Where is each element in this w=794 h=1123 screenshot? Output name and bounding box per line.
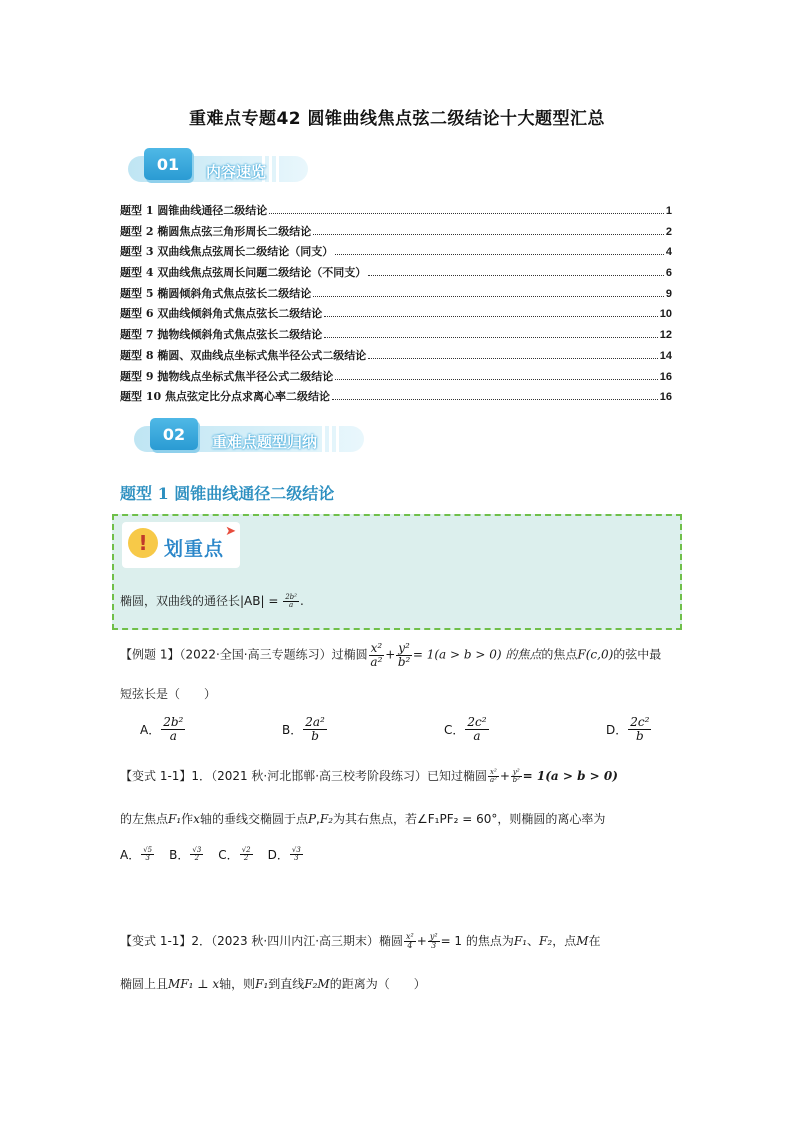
fraction-y2-b2: $\frac{\text{y²}}{\text{b²}}$ [512,767,520,784]
fraction-numerator: 2b² [163,715,184,729]
text: 在 [588,934,601,948]
fraction-denominator: a [473,728,481,743]
focus-point: F(c,0) [577,647,614,662]
toc-item-page: 10 [659,308,672,321]
section-number: 02 [150,418,198,450]
option-fraction [141,847,154,863]
lightbulb-icon: ! [128,528,158,558]
example-source: （2022·全国·高三专题练习）过椭圆 [179,647,368,662]
text: = 1 的焦点为 [440,934,514,948]
option-fraction [465,716,488,742]
condition: = 1(a > b > 0) 的焦点 [412,647,542,662]
variant-source: （2021 秋·河北邯郸·高三校考阶段练习）已知过椭圆 [211,769,488,783]
focus-f2: F₂ [539,934,553,948]
section-label: 重难点题型归纳 [212,433,318,451]
text: 作 [181,812,194,826]
toc-item-page: 6 [665,267,672,280]
toc-item-title: 题型 3 双曲线焦点弦周长二级结论（同支） [120,245,334,259]
option-d[interactable] [268,846,304,863]
option-label: D． [606,722,628,737]
option-a[interactable] [140,716,210,742]
fraction-numerator: 2c² [467,715,487,729]
toc-leader-dots [335,254,664,255]
fraction-numerator: √3 [291,845,301,854]
fraction-numerator: 2c² [630,715,650,729]
focus-f1: F₁ [513,934,528,948]
option-label: D． [267,848,289,862]
type-heading: 题型 1 圆锥曲线通径二级结论 [120,484,335,503]
toc-item-title: 题型 4 双曲线焦点弦周长问题二级结论（不同支） [120,266,367,280]
option-c[interactable] [218,846,253,863]
keypoint-statement: 椭圆，双曲线的通径长|AB| = [120,594,283,608]
option-label: B． [169,848,190,862]
toc-leader-dots [269,213,664,214]
toc-item-title: 题型 5 椭圆倾斜角式焦点弦长二级结论 [120,286,312,300]
toc-item-page: 16 [659,391,672,404]
text: 的左焦点 [120,812,169,826]
fraction-denominator: b [635,728,644,743]
toc-item[interactable] [120,264,672,285]
option-label: B． [282,722,303,737]
toc-item-title: 题型 2 椭圆焦点弦三角形周长二级结论 [120,224,312,238]
text: 轴，则 [219,977,256,991]
toc-item-page: 14 [659,349,672,362]
variant-source: （2023 秋·四川内江·高三期末）椭圆 [211,934,404,948]
variant-1-line-1: 【变式 1-1】1．（2021 秋·河北邯郸·高三校考阶段练习）已知过椭圆 $\frac{\text{x²}}{\text{a²}}$ + $\frac{\text{y²}}{\text{b²}}$ = 1(a > b > 0) [120,767,618,784]
fraction-numerator: √5 [143,845,153,854]
toc-item-title: 题型 10 焦点弦定比分点求离心率二级结论 [120,390,330,404]
table-of-contents [120,202,672,409]
option-fraction [240,847,253,863]
option-b[interactable] [282,716,372,742]
toc-leader-dots [313,234,664,235]
toc-leader-dots [313,296,664,297]
x-axis-var: x [193,812,200,826]
toc-item-title: 题型 1 圆锥曲线通径二级结论 [120,204,268,217]
fraction-y2-b2: $\frac{\text{y²}}{\text{b²}}$ [397,641,411,669]
option-label: C． [444,722,465,737]
option-label: C． [218,848,239,862]
keypoint-logo [122,522,240,568]
toc-leader-dots [324,337,657,338]
fraction-denominator: a [169,728,177,743]
toc-item[interactable] [120,285,672,306]
toc-leader-dots [335,379,657,380]
fraction-denominator: b [311,728,319,743]
toc-item[interactable] [120,243,672,264]
variant-tag: 【变式 1-1】2． [120,934,212,948]
toc-item[interactable] [120,368,672,389]
section-banner-types [134,418,364,456]
toc-item-title: 题型 6 双曲线倾斜角式焦点弦长二级结论 [120,307,323,321]
fraction-numerator: 2a² [305,715,325,729]
section-number: 01 [144,148,192,180]
paper-plane-icon: ➤ [225,524,236,539]
text: 轴的垂线交椭圆于点 [199,812,308,826]
toc-item[interactable] [120,388,672,409]
keypoint-text [120,592,304,609]
fraction-numerator: √2 [241,845,251,854]
condition: MF₁ ⊥ x [168,977,220,991]
option-label: A． [140,722,161,737]
toc-item[interactable] [120,202,672,223]
variant-1-options [120,846,420,863]
variant-1-line-2 [120,810,605,827]
text: 到直线 [268,977,305,991]
text: 为其右焦点，若∠F₁PF₂ = 60°，则椭圆的离心率为 [333,812,606,826]
toc-item-page: 4 [665,246,672,259]
option-fraction [190,847,203,863]
section-banner-overview [128,148,308,186]
toc-item-page: 12 [659,329,672,342]
section-label: 内容速览 [206,163,267,181]
variant-2-line-2 [120,975,426,992]
page-title: 重难点专题42 圆锥曲线焦点弦二级结论十大题型汇总 [188,109,606,129]
focus-f2: F₂ [319,812,334,826]
point-m: M [576,934,589,948]
fraction-denominator: 3 [145,854,150,862]
option-fraction [303,716,327,742]
fraction-denominator: 2 [194,854,200,862]
fraction-denominator: 3 [294,854,299,862]
example-tail: 的弦中最 [613,647,662,662]
condition: = 1(a > b > 0) [522,769,618,783]
text: 椭圆上且 [120,977,169,991]
point-p: P [307,812,317,826]
keypoint-logo-text: 划重点 [164,538,225,560]
separator: 、 [527,934,540,948]
fraction-x2-4: $\frac{\text{x²}}{4}$ [406,931,414,950]
toc-item[interactable] [120,223,672,244]
example-1-line-2: 短弦长是（ ） [120,687,217,701]
fraction [283,594,299,610]
line-f2m: F₂M [304,977,330,991]
toc-item[interactable] [120,347,672,368]
toc-item-title: 题型 9 抛物线点坐标式焦半径公式二级结论 [120,369,334,383]
fraction-x2-a2: $\frac{\text{x²}}{\text{a²}}$ [370,641,383,669]
option-fraction [290,847,303,863]
toc-leader-dots [368,358,657,359]
example-1-line-1: 【例题 1】（2022·全国·高三专题练习）过椭圆 $\frac{\text{x²}}{\text{a²}}$ + $\frac{\text{y²}}{\text{b²}}$ = 1(a > b > 0) 的焦点的焦点F(c,0)的弦中最 [120,641,662,669]
variant-tag: 【变式 1-1】1． [120,769,212,783]
toc-item-page: 1 [665,205,672,217]
comma: , [316,812,320,826]
toc-item-page: 2 [665,225,672,238]
example-1-options [140,715,650,743]
option-label: A． [120,848,141,862]
option-c[interactable] [444,716,534,742]
toc-item-title: 题型 8 椭圆、双曲线点坐标式焦半径公式二级结论 [120,348,367,362]
variant-2-line-1: 【变式 1-1】2．（2023 秋·四川内江·高三期末）椭圆 $\frac{\text{x²}}{4}$ + $\frac{\text{y²}}{3}$ = 1 的焦点为F₁、F₂，点M在 [120,931,601,950]
fraction-x2-a2: $\frac{\text{x²}}{\text{a²}}$ [489,767,497,784]
option-fraction [628,716,651,742]
toc-item-title: 题型 7 抛物线倾斜角式焦点弦长二级结论 [120,328,323,342]
toc-item-page: 16 [659,370,672,383]
fraction-y2-3: $\frac{\text{y²}}{3}$ [429,931,438,950]
focus-f1: F₁ [255,977,269,991]
toc-item[interactable] [120,326,672,347]
fraction-numerator: 2b² [285,592,297,601]
option-a[interactable] [120,846,155,863]
toc-item[interactable] [120,305,672,326]
focus-f1: F₁ [168,812,182,826]
fraction-numerator: √3 [192,845,202,854]
toc-leader-dots [332,399,658,400]
toc-leader-dots [324,316,657,317]
fraction-denominator: 2 [243,854,249,862]
option-fraction [161,716,185,742]
period: . [299,594,304,608]
toc-item-page: 9 [665,287,672,300]
option-b[interactable] [169,846,204,863]
option-d[interactable] [606,716,666,742]
text: 的距离为（ ） [329,977,426,991]
example-tag: 【例题 1】 [120,647,180,662]
fraction-denominator: a [289,601,294,609]
text: ，点 [552,934,577,948]
toc-leader-dots [368,275,664,276]
